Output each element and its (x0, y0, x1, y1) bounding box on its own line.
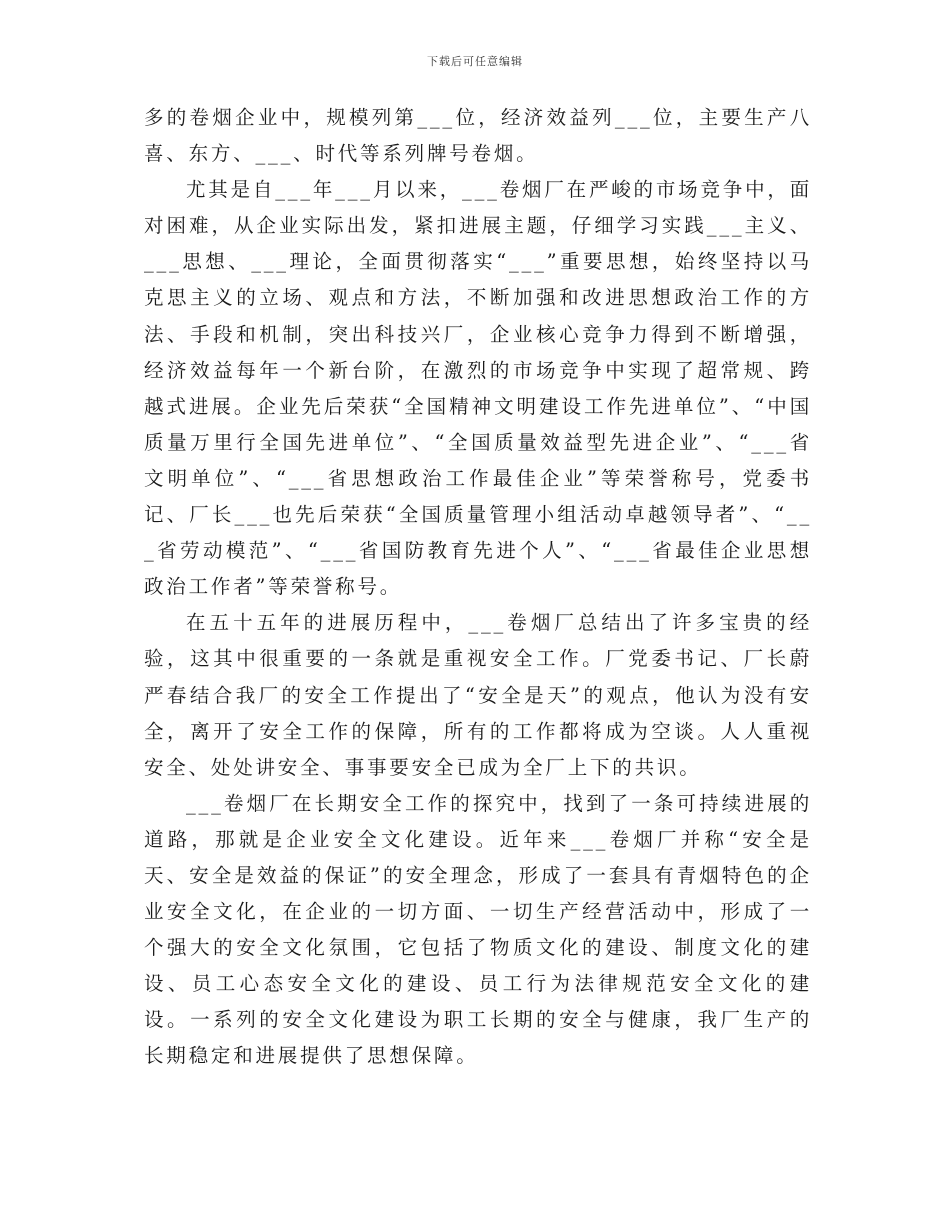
paragraph-4: ___卷烟厂在长期安全工作的探究中，找到了一条可持续进展的道路，那就是企业安全文化建设。近年来___卷烟厂并称“安全是天、安全是效益的保证”的安全理念，形成了一套具有青烟特色的企业安全文化，在企业的一切方面、一切生产经营活动中，形成了一个强大的安全文化氛围，它包括了物质文化的建设、制度文化的建设、员工心态安全文化的建设、员工行为法律规范安全文化的建设。一系列的安全文化建设为职工长期的安全与健康，我厂生产的长期稳定和进展提供了思想保障。 (144, 791, 812, 1068)
page-header: 下载后可任意编辑 (427, 55, 523, 68)
paragraph-2: 尤其是自___年___月以来，___卷烟厂在严峻的市场竞争中，面对困难，从企业实际出发，紧扣进展主题，仔细学习实践___主义、___思想、___理论，全面贯彻落实“___”重要思想，始终坚持以马克思主义的立场、观点和方法，不断加强和改进思想政治工作的方法、手段和机制，突出科技兴厂，企业核心竞争力得到不断增强，经济效益每年一个新台阶，在激烈的市场竞争中实现了超常规、跨越式进展。企业先后荣获“全国精神文明建设工作先进单位”、“中国质量万里行全国先进单位”、“全国质量效益型先进企业”、“___省文明单位”、“___省思想政治工作最佳企业”等荣誉称号，党委书记、厂长___也先后荣获“全国质量管理小组活动卓越领导者”、“___省劳动模范”、“___省国防教育先进个人”、“___省最佳企业思想政治工作者”等荣誉称号。 (144, 178, 812, 599)
paragraph-1: 多的卷烟企业中，规模列第___位，经济效益列___位，主要生产八喜、东方、___、时代等系列牌号卷烟。 (144, 106, 812, 166)
document-body (144, 100, 812, 1075)
paragraph-3: 在五十五年的进展历程中，___卷烟厂总结出了许多宝贵的经验，这其中很重要的一条就是重视安全工作。厂党委书记、厂长蔚严春结合我厂的安全工作提出了“安全是天”的观点，他认为没有安全，离开了安全工作的保障，所有的工作都将成为空谈。人人重视安全、处处讲安全、事事要安全已成为全厂上下的共识。 (144, 611, 812, 779)
